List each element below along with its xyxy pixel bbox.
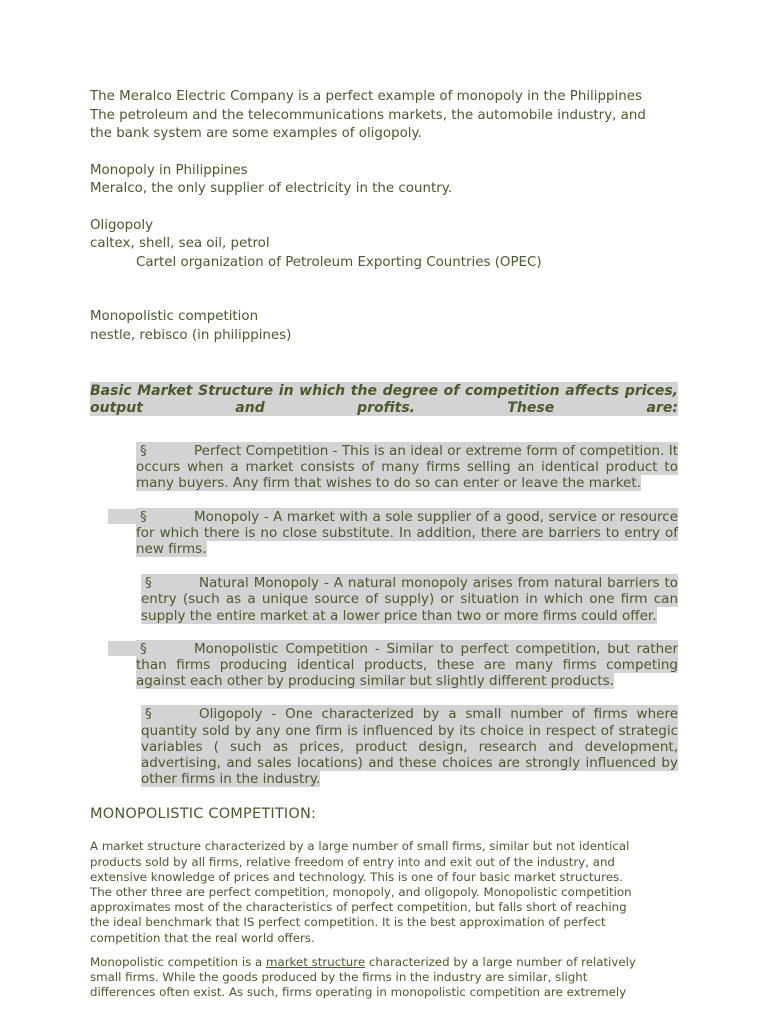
bullet-text: - This is an ideal or extreme form of competition. It occurs when a market consists of many firms selling an identical product to many buyers. Any firm that wishes to do so can enter or leave the market.: [136, 443, 678, 492]
highlight-bar: [108, 509, 138, 524]
oligopoly-text: caltex, shell, sea oil, petrol: [90, 236, 270, 251]
intro-line: The Meralco Electric Company is a perfect example of monopoly in the Philippines: [90, 89, 642, 104]
intro-line: the bank system are some examples of oligopoly.: [90, 126, 422, 141]
bullet-oligopoly: [141, 706, 678, 787]
para2-line: small firms. While the goods produced by the firms in the industry are similar, slight: [90, 970, 588, 985]
para1-line: the ideal benchmark that IS perfect competition. It is the best approximation of perfect: [90, 915, 606, 930]
basic-market-heading: Basic Market Structure in which the degree of competition affects prices, output and profits. These are:: [90, 383, 678, 416]
oligopoly-heading: Oligopoly: [90, 217, 154, 233]
monopolistic-heading: Monopolistic competition: [90, 309, 259, 324]
bullet-term: Monopoly: [194, 508, 260, 525]
bullet-natural-monopoly: [141, 575, 678, 624]
para2-line: differences often exist. As such, firms operating in monopolistic competition are extremely: [90, 985, 627, 1000]
bullet-symbol: §: [140, 443, 147, 459]
bullet-symbol: §: [145, 575, 152, 592]
bullet-monopolistic-competition: [136, 641, 678, 690]
bullet-term: Natural Monopoly: [199, 575, 320, 592]
monopolistic-text: nestle, rebisco (in philippines): [90, 327, 292, 343]
para1-line: The other three are perfect competition, monopoly, and oligopoly. Monopolistic competition: [90, 885, 632, 900]
bullet-term: Oligopoly: [199, 706, 263, 723]
para1-line: products sold by all firms, relative freedom of entry into and exit out of the industry, and: [90, 854, 615, 869]
page-content: [90, 88, 678, 1000]
market-structure-link[interactable]: market structure: [265, 954, 366, 969]
bullet-symbol: §: [145, 706, 152, 723]
para1-line: competition that the real world offers.: [90, 930, 315, 945]
highlight-bar: [108, 641, 138, 656]
bullet-symbol: §: [140, 640, 147, 657]
opec-line: Cartel organization of Petroleum Exporting Countries (OPEC): [136, 254, 542, 270]
monopoly-heading: Monopoly in Philippines: [90, 162, 248, 178]
para1-line: approximates most of the characteristics of perfect competition, but falls short of reaching: [90, 900, 627, 915]
bullet-monopoly: [136, 509, 678, 558]
bullet-text: - One characterized by a small number of firms where quantity sold by any one firm is influenced by its choice in respect of strategic variables ( such as prices, product design, research and development, advertising, and sales locations) and these choices are strongly influenced by other firms in the industry.: [141, 706, 679, 788]
bullet-text: - A market with a sole supplier of a good, service or resource for which there is no close substitute. In addition, there are barriers to entry of new firms.: [136, 508, 679, 558]
para1-line: extensive knowledge of prices and technology. This is one of four basic market structures.: [90, 869, 623, 884]
para2-line: Monopolistic competition is a market structure characterized by a large number of relatively: [90, 954, 636, 969]
bullet-term: Perfect Competition: [194, 443, 329, 459]
bullet-symbol: §: [140, 508, 147, 525]
monopoly-text: Meralco, the only supplier of electricity in the country.: [90, 181, 452, 196]
bullet-text: - Similar to perfect competition, but rather than firms producing identical products, these are many firms competing against each other by producing similar but slightly different products.: [136, 640, 679, 690]
section-title: MONOPOLISTIC COMPETITION:: [90, 806, 317, 823]
bullet-term: Monopolistic Competition: [194, 640, 368, 657]
bullet-perfect-competition: [136, 443, 678, 492]
intro-line: The petroleum and the telecommunications markets, the automobile industry, and: [90, 107, 646, 123]
bullet-text: - A natural monopoly arises from natural barriers to entry (such as a unique source of supply) or situation in which one firm can supply the entire market at a lower price than two or more firms could offer.: [141, 575, 678, 624]
para1-line: A market structure characterized by a large number of small firms, similar but not identical: [90, 839, 630, 854]
